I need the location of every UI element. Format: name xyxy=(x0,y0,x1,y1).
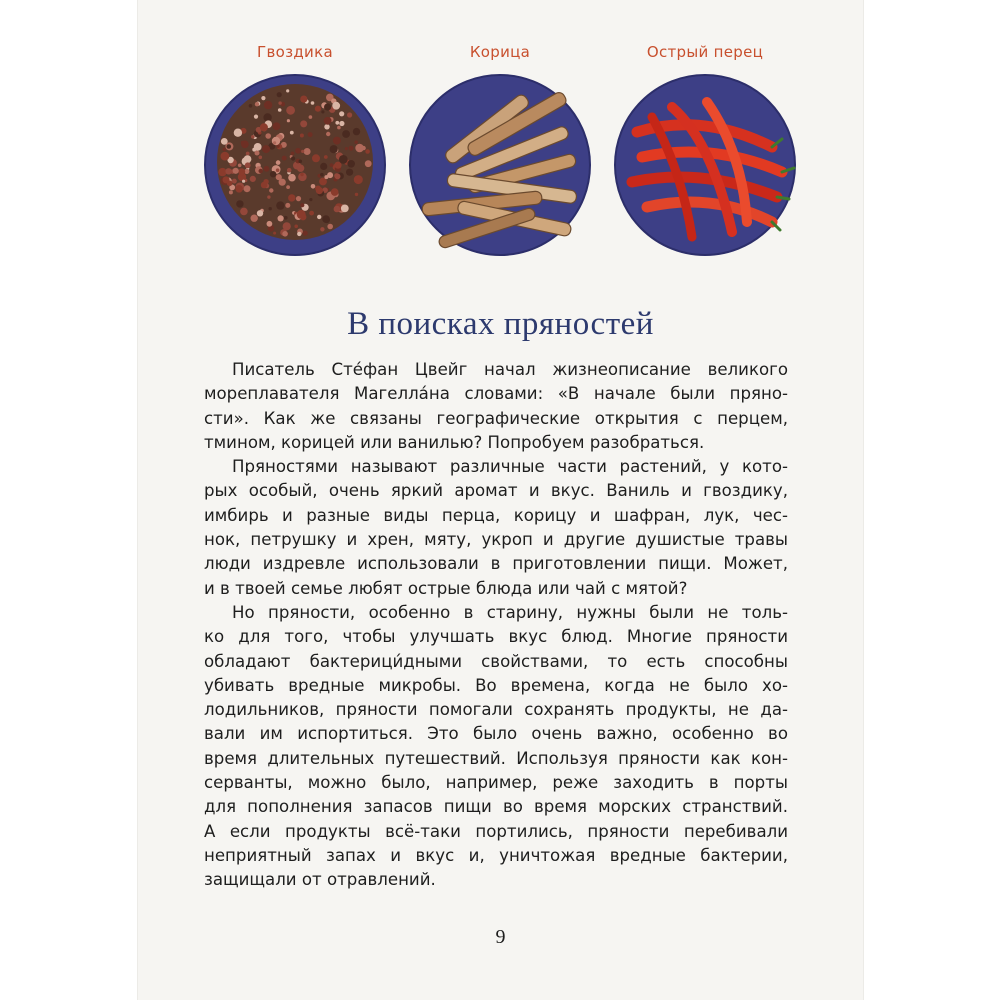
spice-illustrations xyxy=(200,40,800,280)
paragraph-line: ко для того, чтобы улучшать вкус блюд. Многие пряности xyxy=(204,627,788,647)
paragraph-line: Пряностями называют различные части растений, у кото- xyxy=(232,457,788,477)
chili-pepper-bowl-illustration xyxy=(612,72,798,258)
spice-cinnamon xyxy=(405,40,595,258)
paragraph-line: Но пряности, особенно в старину, нужны были не толь- xyxy=(232,602,788,622)
paragraph-line: защищали от отравлений. xyxy=(204,870,436,890)
paragraph-line: люди издревле использовали в приготовлении пищи. Может, xyxy=(204,554,788,574)
paragraph-line: убивать вредные микробы. Во времена, когда не было хо- xyxy=(204,675,788,695)
spice-label-chili: Острый перец xyxy=(646,43,764,61)
paragraph-line: неприятный запах и вкус и, уничтожая вредные бактерии, xyxy=(204,845,788,865)
cloves-bowl-illustration xyxy=(202,72,388,258)
paragraph-line: мореплавателя Магелла́на словами: «В начале были пряно- xyxy=(204,384,788,404)
paragraph-line: лодильников, пряности помогали сохранять продукты, не да- xyxy=(204,700,788,720)
paragraph-line: обладают бактерици́дными свойствами, то есть способны xyxy=(204,651,788,671)
spice-cloves xyxy=(200,40,390,258)
spice-label-cinnamon: Корица xyxy=(469,43,531,61)
page-title: В поисках пряностей xyxy=(347,306,654,342)
paragraph-line: вали им испортиться. Это было очень важно, особенно во xyxy=(204,724,788,744)
paragraph-line: рых особый, очень яркий аромат и вкус. Ваниль и гвоздику, xyxy=(204,481,788,501)
cinnamon-bowl-illustration xyxy=(407,72,593,258)
body-text xyxy=(204,358,788,893)
paragraph-line: и в твоей семье любят острые блюда или чай с мятой? xyxy=(204,578,688,598)
spice-label-cloves: Гвоздика xyxy=(257,43,333,61)
paragraph-line: Писатель Сте́фан Цвейг начал жизнеописание великого xyxy=(232,360,788,379)
paragraph-line: для пополнения запасов пищи во время морских странствий. xyxy=(204,797,788,817)
paragraph-line: время длительных путешествий. Используя пряности как кон- xyxy=(204,748,788,768)
paragraph-line: сти». Как же связаны географические открытия с перцем, xyxy=(204,408,788,428)
paragraph-line: нок, петрушку и хрен, мяту, укроп и другие душистые травы xyxy=(204,530,788,550)
paragraph-line: имбирь и разные виды перца, корицу и шафран, лук, чес- xyxy=(204,505,788,525)
page-number: 9 xyxy=(495,926,506,948)
paragraph-line: тмином, корицей или ванилью? Попробуем разобраться. xyxy=(204,432,705,452)
paragraph-line: А если продукты всё-таки портились, пряности перебивали xyxy=(204,821,788,841)
spice-chili xyxy=(610,40,800,258)
book-page xyxy=(138,0,863,1000)
paragraph-line: серванты, можно было, например, реже заходить в порты xyxy=(204,773,788,793)
